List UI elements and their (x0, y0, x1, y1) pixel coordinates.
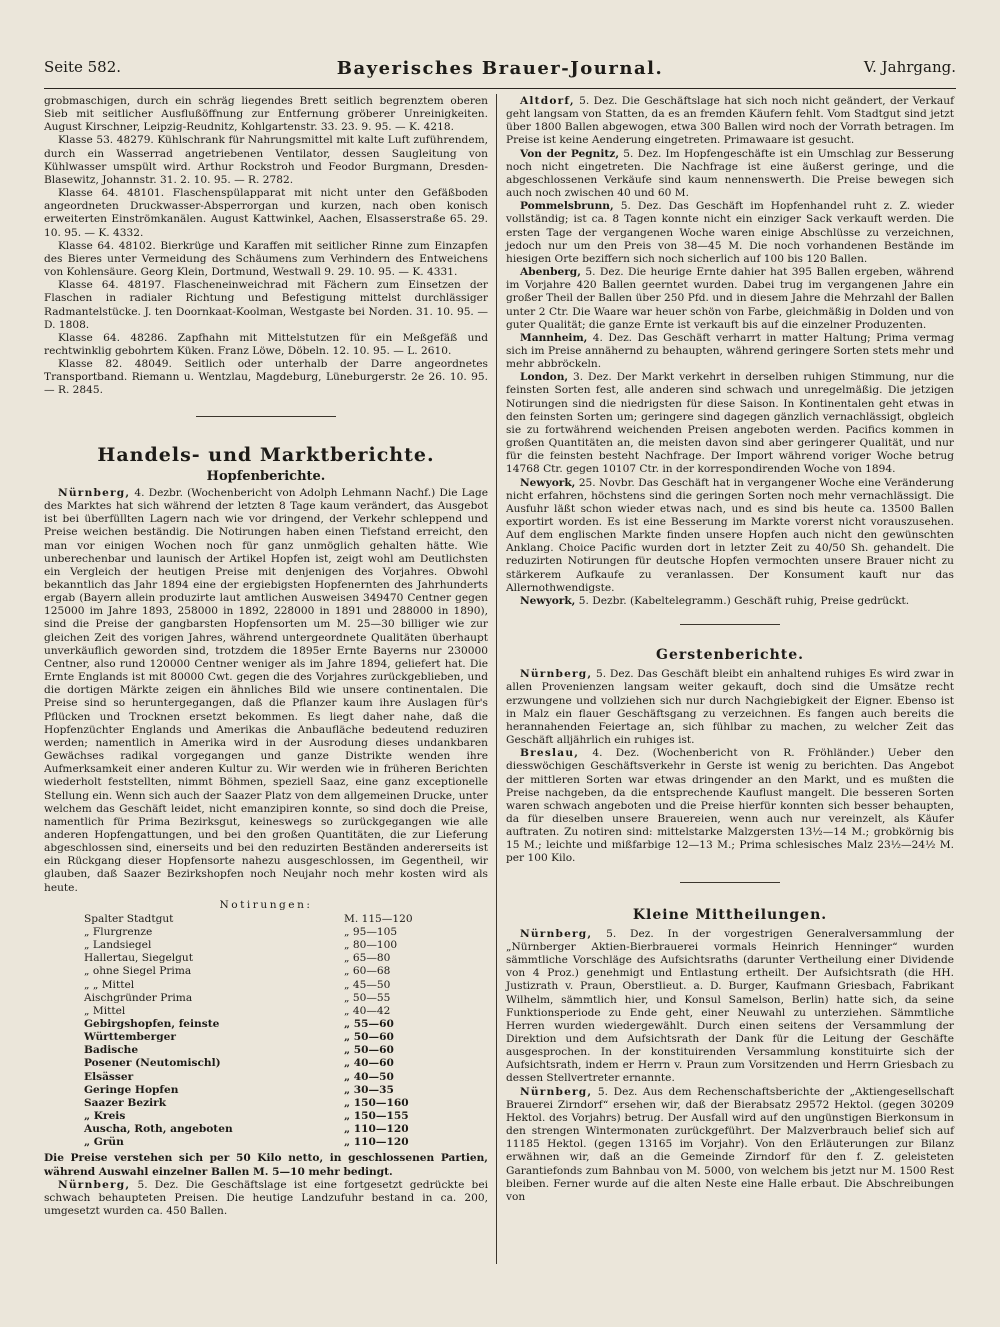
report-paragraph (506, 266, 954, 332)
report-text: 5. Dez. Das Geschäft im Hopfenhandel ruht z. Z. wieder vollständig; ist ca. 8 Tagen konnte nicht ein einziger Sack verkauft werden. Die ersten Tage der vergangenen Woche waren einige Abschlüsse zu verzeichnen, jedoch nur um den Preis von 38—45 M. Die noch vorhandenen Bestände im hiesigen Orte beziffern sich noch sicherlich auf 100 bis 120 Ballen. (506, 200, 954, 265)
volume-label: V. Jahrgang. (863, 58, 956, 76)
section-divider (680, 624, 780, 625)
left-column (44, 95, 488, 1218)
report-text: 4. Dez. (Wochenbericht von R. Fröhländer.) Ueber den diesswöchigen Geschäftsverkehr in Gerste ist wenig zu berichten. Das Angebot der mittleren Sorten war etwas dringender an den Markt, und es mußten die Preise nachgeben, da die entsprechende Kauflust mangelt. Die besseren Sorten waren schwach angeboten und die Preise hierfür konnten sich besser behaupten, da für dieselben unsere Brauereien, wenn auch nur vereinzelt, als Käufer auftraten. Zu notiren sind: mittelstarke Malzgersten 13½—14 M.; grobkörnig bis 15 M.; leichte und mißfarbige 12—13 M.; Prima schlesisches Malz 23½—24½ M. per 100 Kilo. (506, 747, 954, 865)
report-text: 4. Dez. Das Geschäft verharrt in matter Haltung; Prima vermag sich im Preise annähernd zu behaupten, während geringere Sorten stets mehr und mehr abbröckeln. (506, 331, 954, 371)
price-list (44, 899, 488, 1150)
patent-entry: Klasse 64. 48101. Flaschenspülapparat mit nicht unter den Gefäßboden angeordneten Druckwasser-Absperrorgan und kurzen, nach oben konisch erweiterten Einströmkanälen. August Kattwinkel, Aachen, Elsasserstraße 65. 29. 10. 95. — K. 4332. (44, 187, 488, 239)
report-paragraph (506, 595, 954, 608)
price-row (44, 1084, 488, 1097)
patent-entry: Klasse 64. 48102. Bierkrüge und Karaffen mit seitlicher Rinne zum Einzapfen des Bieres unter Vermeidung des Schäumens zum Verhindern des Entweichens von Kohlensäure. Georg Klein, Dortmund, Westwall 9. 29. 10. 95. — K. 4331. (44, 239, 488, 279)
report-place: Nürnberg, (520, 927, 593, 940)
report-paragraph (506, 668, 954, 747)
report-place: Breslau, (520, 747, 580, 760)
price-value: „ 60—68 (344, 965, 391, 978)
page-number: Seite 582. (44, 58, 122, 76)
price-value: „ 30—35 (344, 1083, 394, 1096)
report-paragraph (506, 1086, 954, 1204)
price-row (44, 1123, 488, 1136)
patent-entry: Klasse 64. 48286. Zapfhahn mit Mittelstutzen für ein Meßgefäß und rechtwinklig gebohrtem Küken. Franz Löwe, Döbeln. 12. 10. 95. — L. 2610. (44, 331, 488, 357)
patent-entry: Klasse 82. 48049. Seitlich oder unterhalb der Darre angeordnetes Transportband. Riemann u. Wentzlau, Magdeburg, Lüneburgerstr. 2e 26. 10. 95. — R. 2845. (44, 358, 488, 397)
price-label: „ ohne Siegel Prima (84, 965, 192, 978)
report-text: 5. Dez. In der vorgestrigen Generalversammlung der „Nürnberger Aktien-Bierbrauerei vormals Heinrich Henninger“ wurden sämmtliche Vorschläge des Aufsichtsraths (darunter Vertheilung einer Dividende von 4 Proz.) genehmigt und Entlastung ertheilt. Der Aufsichtsrath (die HH. Justizrath v. Praun, Oberstlieut. a. D. Burger, Kaufmann Griesbach, Fabrikant Wilhelm, sämmtlich hier, und Konsul Samelson, Berlin) hatte sich, da seine Funktionsperiode zu Ende geht, einer Neuwahl zu unterziehen. Sämmtliche Herren wurden wiedergewählt. Durch einen seitens der Versammlung der Direktion und dem Aufsichtsrath der Dank für die Leitung der Geschäfte ausgesprochen. In der konstituirenden Versammlung konstituirte sich der Aufsichtsrath, indem er Herrn v. Praun zum Vorsitzenden und Herrn Griesbach zu dessen Stellvertreter ernannte. (506, 927, 954, 1085)
section-heading-gerstenberichte: Gerstenberichte. (655, 647, 804, 664)
price-label: Württemberger (84, 1031, 176, 1044)
price-value: „ 110—120 (344, 1136, 409, 1149)
report-paragraph (506, 477, 954, 595)
price-row (44, 913, 488, 926)
patent-entry: Klasse 53. 48279. Kühlschrank für Nahrungsmittel mit kalte Luft zuführendem, durch ein Wasserrad angetriebenen Ventilator, dessen Saugleitung von Kühlwasser umspült wird. Arthur Rockstroh und Feodor Burgmann, Dresden-Blasewitz, Johannstr. 31. 2. 10. 95. — R. 2782. (44, 134, 488, 186)
price-row (44, 1005, 488, 1018)
section-divider (196, 416, 336, 417)
page-header (44, 58, 956, 82)
report-place: Nürnberg, (520, 1085, 593, 1098)
report-paragraph (506, 747, 954, 865)
price-value: „ 50—55 (344, 991, 391, 1004)
price-row (44, 992, 488, 1005)
price-value: „ 110—120 (344, 1123, 409, 1136)
report-text: 25. Novbr. Das Geschäft hat in vergangener Woche eine Veränderung nicht erfahren, höchstens sind die geringen Sorten noch mehr vernachlässigt. Die Ausfuhr läßt schon wieder etwas nach, und es sind bis heute ca. 13500 Ballen exportirt worden. Es ist eine Besserung im Markte vorerst nicht vorauszusehen. Auf dem englischen Markte finden unsere Hopfen auch nicht den gewünschten Anklang. Choice Pacific wurden dort in letzter Zeit zu 40/50 Sh. gehandelt. Die reduzirten Notirungen für deutsche Hopfen vermochten unsere Brauer nicht zu stärkerem Aufkaufe zu veranlassen. Der Konsument kauft nur das Allernothwendigste. (506, 476, 954, 594)
report-place: Altdorf, (520, 95, 575, 107)
journal-title: Bayerisches Brauer-Journal. (336, 58, 664, 79)
price-value: „ 65—80 (344, 952, 391, 965)
price-value: „ 45—50 (344, 978, 391, 991)
price-row (44, 1097, 488, 1110)
price-label: „ Flurgrenze (84, 926, 153, 939)
price-value: „ 150—160 (344, 1096, 409, 1109)
report-text: 5. Dez. Aus dem Rechenschaftsberichte der „Aktiengesellschaft Brauerei Zirndorf“ ersehen wir, daß der Bierabsatz 29572 Hektol. (gegen 30209 Hektol. des Vorjahrs) betrug. Der Ausfall wird auf den ungünstigen Bierkonsum in den strengen Wintermonaten zurückgeführt. Der Malzverbrauch belief sich auf 11185 Hektol. (gegen 13165 im Vorjahr). Von den Erläuterungen zur Bilanz erwähnen wir, daß an die Gemeinde Zirndorf für den f. Z. geleisteten Garantiefonds zum Bahnbau von M. 5000, von welchem bis jetzt nur M. 1500 Rest bleiben. Ferner wurde auf die alten Neste eine Halle erbaut. Die Abschreibungen von (506, 1085, 954, 1203)
report-place: Nürnberg, (58, 1178, 131, 1191)
price-label: Geringe Hopfen (84, 1083, 179, 1096)
report-text: 5. Dez. Die heurige Ernte dahier hat 395 Ballen ergeben, während im Vorjahre 420 Ballen geerntet wurden. Dabei trug im vergangenen Jahre ein großer Theil der Ballen über 250 Pfd. und in diesem Jahre die Mehrzahl der Ballen unter 2 Ctr. Die Waare war heuer schön von Farbe, gleichmäßig in Dolden und von guter Qualität; die ganze Ernte ist verkauft bis auf die einzelner Produzenten. (506, 266, 954, 331)
price-row (44, 1044, 488, 1057)
price-row (44, 1136, 488, 1149)
report-text: 5. Dez. Im Hopfengeschäfte ist ein Umschlag zur Besserung noch nicht eingetreten. Die Nachfrage ist eine äußerst geringe, und die abgeschlossenen Verkäufe sind kaum nennenswerth. Die Preise bewegen sich auch noch zwischen 40 und 60 M. (506, 147, 954, 200)
report-place: Newyork, (520, 476, 576, 489)
price-list-title: Notirungen: (219, 898, 313, 911)
report-place: London, (520, 371, 569, 384)
price-label: „ „ Mittel (84, 978, 135, 991)
report-paragraph (506, 95, 954, 148)
section-heading-kleine-mittheilungen: Kleine Mittheilungen. (632, 906, 828, 923)
header-rule (44, 88, 956, 89)
report-place: Pommelsbrunn, (520, 200, 614, 213)
price-label: Spalter Stadtgut (84, 912, 174, 925)
report-place: Nürnberg, (520, 668, 593, 681)
report-place: Mannheim, (520, 331, 588, 344)
price-label: Saazer Bezirk (84, 1096, 167, 1109)
price-label: „ Mittel (84, 1004, 126, 1017)
price-label: „ Kreis (84, 1110, 126, 1123)
price-label: Auscha, Roth, angeboten (84, 1123, 233, 1136)
report-paragraph (506, 371, 954, 476)
report-text: 3. Dez. Der Markt verkehrt in derselben ruhigen Stimmung, nur die feinsten Sorten fest, alle anderen sind schwach und unregelmäßig. Die jetzigen Notirungen sind die niedrigsten für diese Saison. In Kontinentalen geht etwas in den feinsten Sorten um; geringere sind dagegen gänzlich vernachlässigt, obgleich sie zu fortwährend weichenden Preisen angeboten werden. Pacifics kommen in großen Quantitäten an, die meisten davon sind aber geringerer Qualität, und nur für die feinsten besteht Nachfrage. Der Import während voriger Woche betrug 14768 Ctr. gegen 10107 Ctr. in der korrespondirenden Woche von 1894. (506, 371, 955, 476)
price-value: „ 95—105 (344, 926, 398, 939)
report-paragraph (506, 332, 954, 371)
price-row (44, 1071, 488, 1084)
patent-entry: Klasse 64. 48197. Flascheneinweichrad mit Fächern zum Einsetzen der Flaschen in radialer Richtung und Befestigung mittelst durchlässiger Radmantelstücke. J. ten Doornkaat-Koolman, Westgaste bei Norden. 31. 10. 95. — D. 1808. (44, 279, 488, 331)
price-label: „ Landsiegel (84, 939, 152, 952)
price-label: Gebirgshopfen, feinste (84, 1018, 220, 1031)
section-heading-handelsberichte: Handels- und Marktberichte. (97, 443, 435, 466)
price-label: Elsässer (84, 1070, 134, 1083)
price-value: „ 80—100 (344, 939, 398, 952)
report-paragraph (506, 928, 954, 1086)
price-row (44, 979, 488, 992)
price-value: „ 50—60 (344, 1031, 394, 1044)
report-place: Newyork, (520, 594, 576, 607)
price-value: „ 150—155 (344, 1110, 409, 1123)
price-row (44, 1057, 488, 1070)
price-row (44, 965, 488, 978)
report-place: Nürnberg, (58, 486, 131, 499)
price-value: „ 40—60 (344, 1057, 394, 1070)
price-label: Posener (Neutomischl) (84, 1057, 221, 1070)
report-paragraph (506, 148, 954, 201)
report-paragraph (44, 487, 488, 895)
price-value: M. 115—120 (344, 912, 413, 925)
price-value: „ 40—42 (344, 1004, 391, 1017)
report-text: 5. Dez. Die Geschäftslage ist eine fortgesetzt gedrückte bei schwach behaupteten Preisen. Die heutige Landzufuhr bestand in ca. 200, umgesetzt wurden ca. 450 Ballen. (44, 1178, 488, 1218)
price-row (44, 926, 488, 939)
report-text: 4. Dezbr. (Wochenbericht von Adolph Lehmann Nachf.) Die Lage des Marktes hat sich während der letzten 8 Tage kaum verändert, das Ausgebot ist bei überfüllten Lagern nach wie vor dringend, der Verkehr schleppend und Preise weichen beständig. Die Notirungen haben einen Tiefstand erreicht, den man vor einigen Wochen noch für ganz unmöglich gehalten hätte. Wie unberechenbar und launisch der Artikel Hopfen ist, zeigt wohl am Deutlichsten ein Vergleich der heutigen Preise mit denjenigen des Vorjahres. Obwohl bekanntlich das Jahr 1894 eine der ergiebigsten Hopfenernten des Jahrhunderts ergab (Bayern allein produzirte laut amtlichen Ausweisen 349470 Centner gegen 125000 im Jahre 1893, 258000 in 1892, 228000 in 1891 und 288000 in 1890), sind die Preise der gangbarsten Hopfensorten um M. 25—30 billiger wie zur gleichen Zeit des vorigen Jahres, während untergeordnete Qualitäten überhaupt unverkäuflich geworden sind, trotzdem die 1895er Ernte Bayerns nur 230000 Centner, also rund 120000 Centner weniger als im Jahre 1894, geliefert hat. Die Ernte Englands ist mit 80000 Cwt. gegen die des Vorjahres zurückgeblieben, und die dortigen Märkte zeigen ein ähnliches Bild wie unsere continentalen. Die Preise sind so heruntergegangen, daß die Pflanzer kaum ihre Auslagen für's Pflücken und Trocknen ersetzt bekommen. Es liegt daher nahe, daß die Hopfenzüchter Englands und Amerikas die Anbaufläche bedeutend reduziren werden; namentlich in Amerika wird in der Ausrodung dieses undankbaren Gewächses radikal vorgegangen und ganze Distrikte wenden ihre Aufmerksamkeit einer anderen Kultur zu. Wir werden wie in früheren Berichten wiederholt feststellten, nimmt Böhmen, speziell Saaz, eine ganz exceptionelle Stellung ein. Wenn sich auch der Saazer Platz von dem allgemeinen Drucke, unter welchem das Geschäft leidet, nicht emanzipiren konnte, so sind doch die Preise, namentlich für Prima Bezirksgut, keineswegs so zurückgegangen wie alle anderen Hopfengattungen, und bei den großen Quantitäten, die zur Lieferung abgeschlossen sind, einerseits und bei den reduzirten Beständen andererseits ist ein Rückgang dieser Hopfensorte nahezu ausgeschlossen, im Gegentheil, wir glauben, daß Saazer Bezirkshopfen noch Neujahr noch mehr kosten wird als heute. (44, 486, 488, 894)
price-value: „ 55—60 (344, 1018, 394, 1031)
price-row (44, 1031, 488, 1044)
report-paragraph (506, 200, 954, 266)
right-column (506, 95, 954, 1204)
subsection-heading-hopfenberichte: Hopfenberichte. (206, 468, 326, 484)
column-divider (496, 94, 497, 1264)
price-row (44, 939, 488, 952)
price-row (44, 1018, 488, 1031)
price-row (44, 952, 488, 965)
price-value: „ 50—60 (344, 1044, 394, 1057)
price-label: „ Grün (84, 1136, 124, 1149)
report-text: 5. Dez. Die Geschäftslage hat sich noch nicht geändert, der Verkauf geht langsam von Statten, da es an fremden Käufern fehlt. Vom Stadtgut sind jetzt über 1800 Ballen abgewogen, etwa 300 Ballen wird noch der Vorrath betragen. Im Preise ist keine Aenderung eingetreten. Primawaare ist gesucht. (506, 95, 954, 147)
report-place: Abenberg, (520, 266, 581, 279)
price-note: Die Preise verstehen sich per 50 Kilo netto, in geschlossenen Partien, während Auswahl einzelner Ballen M. 5—10 mehr bedingt. (44, 1152, 488, 1178)
patent-entry: grobmaschigen, durch ein schräg liegendes Brett seitlich begrenztem oberen Sieb mit seitlicher Ausflußöffnung zur Entfernung gröberer Unreinigkeiten. August Kirschner, Leipzig-Reudnitz, Kohlgartenstr. 33. 23. 9. 95. — K. 4218. (44, 95, 488, 134)
price-label: Badische (84, 1044, 139, 1057)
report-text: 5. Dez. Das Geschäft bleibt ein anhaltend ruhiges Es wird zwar in allen Provenienzen langsam weiter gekauft, doch sind die Umsätze recht erzwungene und vollziehen sich nur durch Nachgiebigkeit der Eigner. Ebenso ist in Malz ein flauer Geschäftsgang zu verzeichnen. Es fangen auch bereits die herannahenden Feiertage an, sich fühlbar zu machen, zu welcher Zeit das Geschäft alljährlich ein ruhiges ist. (506, 668, 954, 747)
report-paragraph (44, 1179, 488, 1218)
section-divider (680, 882, 780, 883)
report-text: 5. Dezbr. (Kabeltelegramm.) Geschäft ruhig, Preise gedrückt. (578, 594, 910, 607)
price-label: Hallertau, Siegelgut (84, 952, 194, 965)
price-label: Aischgründer Prima (84, 991, 193, 1004)
price-row (44, 1110, 488, 1123)
report-place: Von der Pegnitz, (520, 147, 620, 160)
price-value: „ 40—50 (344, 1070, 394, 1083)
